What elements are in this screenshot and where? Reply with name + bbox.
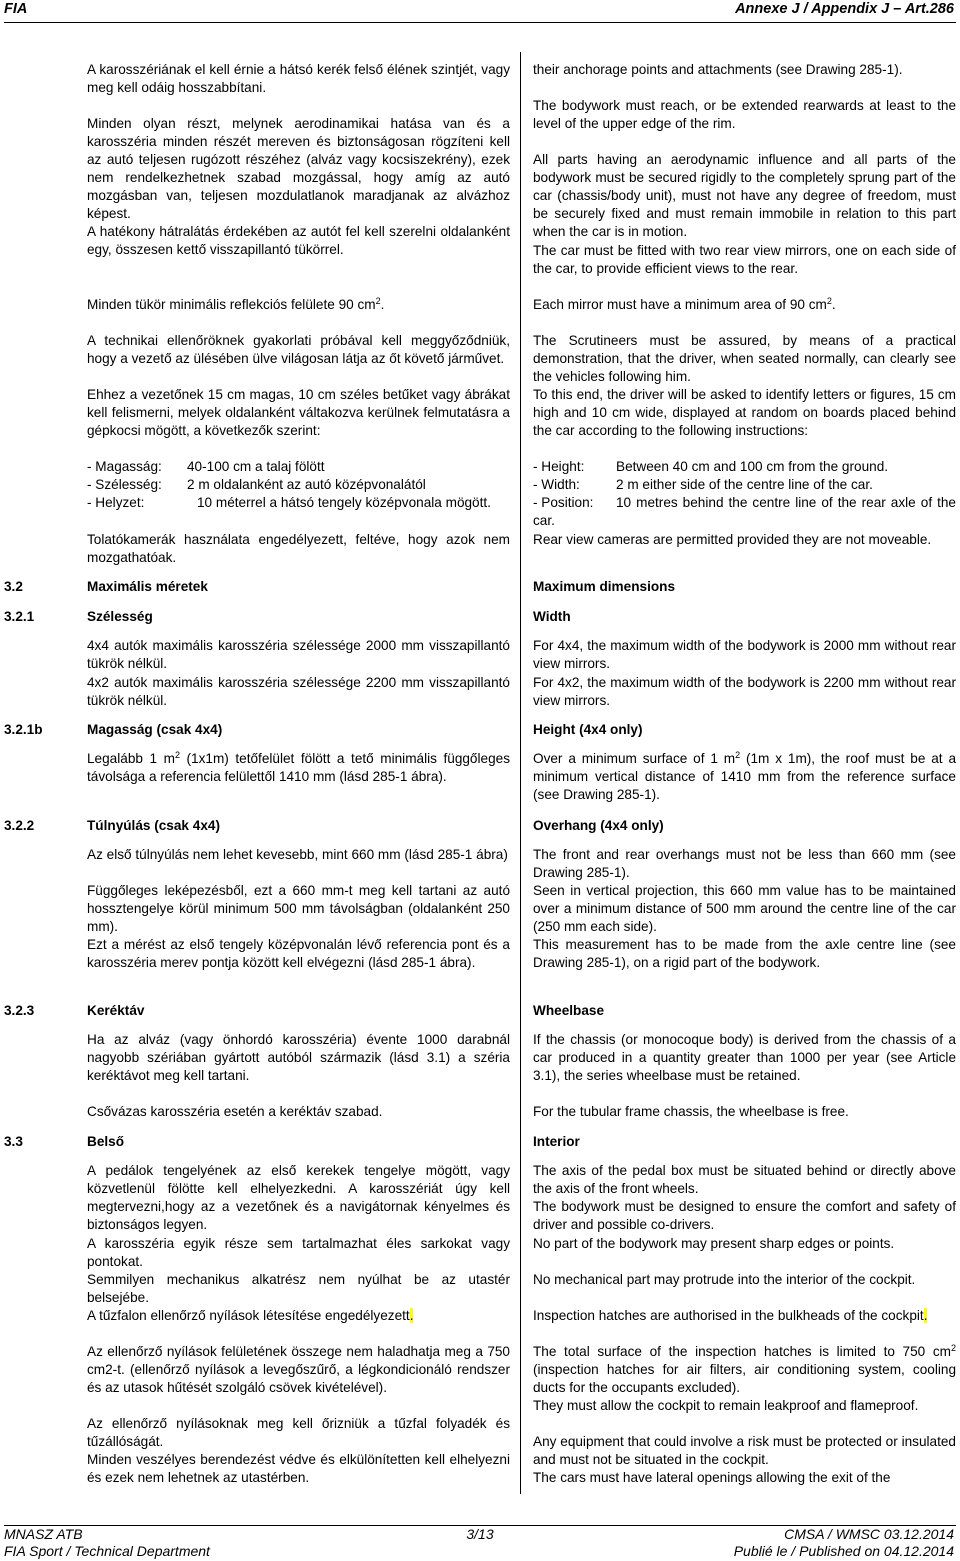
hu-paragraph: A pedálok tengelyének az első kerekek tengelye mögött, vagy közvetlenül fölötte kell elhelyezkedni. A karosszériát úgy kell megtervezni,hogy az a vezetőnek és a navigátornak kényelmes és biztonságos legyen. [87, 1163, 510, 1233]
hu-paragraph: 4x4 autók maximális karosszéria szélessége 2000 mm visszapillantó tükrök nélkül. [87, 638, 510, 672]
en-heading-3-2-1b: Height (4x4 only) [533, 722, 643, 737]
en-mirror-area [533, 296, 956, 314]
en-paragraph: For the tubular frame chassis, the wheelbase is free. [533, 1104, 849, 1119]
hu-paragraph: A hatékony hátralátás érdekében az autót fel kell szerelni oldalanként egy, összesen kettő visszapillantó tükörrel. [87, 224, 510, 258]
hu-paragraph: A karosszéria egyik része sem tartalmazhat éles sarkokat vagy pontokat. [87, 1236, 510, 1270]
hu-heading-3-2-1: Szélesség [87, 609, 153, 624]
hu-heading-3-2: Maximális méretek [87, 579, 208, 594]
footer-right-line1: CMSA / WMSC 03.12.2014 [784, 1526, 954, 1542]
hu-paragraph: Minden olyan részt, melynek aerodinamikai hatása van és a karosszéria minden részét mereven és biztonságosan rögzíteni kell az autó teljesen rugózott részéhez (alváz vagy kocsiszekrény), ezek nem rendelkezhetnek szabad mozgással, hogy amíg az autó mozgásban van, teljesen mozdulatlanok maradjanak az alvázhoz képest. [87, 116, 510, 222]
hu-height-sup: 2 [174, 750, 180, 760]
en-heading-3-3: Interior [533, 1134, 580, 1149]
en-height-paragraph [533, 750, 956, 804]
hu-inspection-text: A tűzfalon ellenőrző nyílások létesítése engedélyezett [87, 1308, 410, 1323]
section-number-3-2-2: 3.2.2 [4, 818, 35, 833]
hu-paragraph: 4x2 autók maximális karosszéria szélessége 2200 mm visszapillantó tükrök nélkül. [87, 675, 510, 709]
en-paragraph: If the chassis (or monocoque body) is derived from the chassis of a car produced in a quantity greater than 1000 per year (see Article 3.1), the series wheelbase must be retained. [533, 1032, 956, 1084]
en-inspection-text: Inspection hatches are authorised in the bulkheads of the cockpit [533, 1308, 924, 1323]
en-mirror-area-end: . [831, 297, 836, 312]
en-list-value: 10 metres behind the centre line of the rear axle of the car. [533, 495, 956, 529]
en-hatch-area-text: The total surface of the inspection hatches is limited to 750 cm [533, 1344, 951, 1359]
en-list-item [533, 494, 956, 530]
hu-heading-3-2-3: Keréktáv [87, 1003, 145, 1018]
footer-right [734, 1526, 954, 1560]
en-paragraph: For 4x2, the maximum width of the bodywork is 2200 mm without rear view mirrors. [533, 675, 956, 709]
highlight-mark: . [923, 1308, 928, 1323]
hu-paragraph: Csővázas karosszéria esetén a keréktáv szabad. [87, 1104, 383, 1119]
hu-mirror-area-sup: 2 [375, 296, 381, 306]
en-list-item [533, 458, 956, 476]
en-paragraph: The bodywork must reach, or be extended rearwards at least to the level of the upper edge of the rim. [533, 98, 956, 132]
en-list-value: Between 40 cm and 100 cm from the ground. [616, 459, 889, 474]
hu-inspection-paragraph [87, 1307, 510, 1325]
en-list [533, 458, 956, 530]
hu-list-value: 40-100 cm a talaj fölött [187, 459, 325, 474]
section-number-3-2-3: 3.2.3 [4, 1003, 35, 1018]
en-list-item [533, 476, 956, 494]
en-list-key: - Height: [533, 459, 585, 474]
en-paragraph: This measurement has to be made from the axle centre line (see Drawing 285-1), on a rigid part of the bodywork. [533, 937, 956, 971]
highlight-mark: . [409, 1308, 414, 1323]
en-hatch-area-sup: 2 [950, 1343, 956, 1353]
en-mirror-area-sup: 2 [826, 296, 832, 306]
hu-paragraph: Ehhez a vezetőnek 15 cm magas, 10 cm széles betűket vagy ábrákat kell felismerni, melyek oldalanként váltakozva kerülnek felmutatásra a gépkocsi mögött, a következők szerint: [87, 387, 510, 439]
hu-mirror-area-text: Minden tükör minimális reflekciós felülete 90 cm [87, 297, 376, 312]
en-paragraph: The bodywork must be designed to ensure the comfort and safety of driver and possible co-drivers. [533, 1199, 956, 1233]
hu-list-value: 10 méterrel a hátsó tengely középvonala mögött. [197, 495, 491, 511]
en-list-value: 2 m either side of the centre line of the car. [616, 477, 873, 493]
hu-list-key: - Szélesség: [87, 477, 162, 493]
hu-heading-3-3: Belső [87, 1134, 125, 1149]
footer-page-number: 3/13 [466, 1526, 494, 1542]
header-left: FIA [4, 1, 28, 17]
hu-list-key: - Magasság: [87, 459, 162, 474]
en-list-key: - Width: [533, 477, 580, 493]
section-number-3-2-1: 3.2.1 [4, 609, 35, 624]
hu-paragraph: Az ellenőrző nyílások felületének összege nem haladhatja meg a 750 cm2-t. (ellenőrző nyílások a levegőszűrő, a légkondicionáló rendszer és az utasok hűtését szolgáló csövek kivételével). [87, 1344, 510, 1396]
en-paragraph: They must allow the cockpit to remain leakproof and flameproof. [533, 1398, 919, 1413]
hu-paragraph: Az ellenőrző nyílásoknak meg kell őrizniük a tűzfal folyadék és tűzállóságát. [87, 1416, 510, 1450]
footer-right-line2: Publié le / Published on 04.12.2014 [733, 1543, 954, 1559]
en-heading-3-2-1: Width [533, 609, 571, 624]
en-paragraph: The car must be fitted with two rear view mirrors, one on each side of the car, to provide efficient views to the rear. [533, 243, 956, 277]
hu-paragraph: Minden veszélyes berendezést védve és elkülönítetten kell elhelyezni és ezek nem lehetnek az utastérben. [87, 1452, 510, 1486]
hu-height-text: Legalább 1 m [87, 751, 175, 766]
en-paragraph: The cars must have lateral openings allowing the exit of the [533, 1470, 891, 1485]
section-number-3-3: 3.3 [4, 1134, 23, 1149]
hu-list-item [87, 476, 510, 494]
hu-paragraph: Ezt a mérést az első tengely középvonalán lévő referencia pont és a karosszéria merev pontja között kell elvégezni (lásd 285-1 ábra). [87, 937, 510, 971]
en-heading-3-2-3: Wheelbase [533, 1003, 605, 1018]
section-number-3-2: 3.2 [4, 579, 23, 594]
en-paragraph: Rear view cameras are permitted provided they are not moveable. [533, 532, 932, 547]
en-heading-3-2: Maximum dimensions [533, 579, 676, 594]
en-height-text: Over a minimum surface of 1 m [533, 751, 736, 766]
en-inspection-paragraph [533, 1307, 956, 1325]
page-header [0, 0, 960, 22]
en-paragraph: No mechanical part may protrude into the interior of the cockpit. [533, 1272, 916, 1287]
hu-heading-3-2-1b: Magasság (csak 4x4) [87, 722, 223, 737]
hu-heading-3-2-2: Túlnyúlás (csak 4x4) [87, 818, 220, 833]
hu-paragraph: Tolatókamerák használata engedélyezett, feltéve, hogy azok nem mozgathatóak. [87, 532, 510, 566]
en-paragraph: their anchorage points and attachments (see Drawing 285-1). [533, 62, 903, 77]
header-right: Annexe J / Appendix J – Art.286 [735, 1, 954, 17]
en-paragraph: To this end, the driver will be asked to identify letters or figures, 15 cm high and 10 cm wide, displayed at random on boards placed behind the car according to the following instructions: [533, 387, 956, 439]
en-paragraph: No part of the bodywork may present sharp edges or points. [533, 1236, 895, 1251]
hu-list [87, 458, 510, 512]
hu-paragraph: A karosszériának el kell érnie a hátsó kerék felső élének szintjét, vagy meg kell odáig hosszabbítani. [87, 62, 510, 96]
en-hatch-area-text-rest: (inspection hatches for air filters, air conditioning system, cooling ducts for the occupants excluded). [533, 1362, 956, 1396]
hu-list-item [87, 458, 510, 476]
hu-paragraph: Függőleges leképezésből, ezt a 660 mm-t meg kell tartani az autó hossztengelye körül minimum 500 mm távolságban (oldalanként 250 mm). [87, 883, 510, 935]
en-mirror-area-text: Each mirror must have a minimum area of 90 cm [533, 297, 827, 312]
en-heading-3-2-2: Overhang (4x4 only) [533, 818, 664, 833]
hu-paragraph: A technikai ellenőröknek gyakorlati próbával kell meggyőződniük, hogy a vezető az ülésében ülve világosan látja az őt követő járművet. [87, 333, 510, 367]
footer-left-line1: MNASZ ATB [4, 1526, 83, 1542]
column-divider [520, 52, 521, 1494]
en-paragraph: All parts having an aerodynamic influence and all parts of the bodywork must be secured rigidly to the completely sprung part of the car (chassis/body unit), must not have any degree of freedom, must be securely fixed and must remain immobile in relation to this part when the car is in motion. [533, 152, 956, 240]
en-hatch-area-paragraph [533, 1343, 956, 1397]
hu-mirror-area-end: . [380, 297, 385, 312]
en-paragraph: The front and rear overhangs must not be less than 660 mm (see Drawing 285-1). [533, 847, 956, 881]
hu-height-text-rest: (1x1m) tetőfelület fölött a tető minimális függőleges távolsága a referencia felülettől 1410 mm (lásd 285-1 ábra). [87, 751, 510, 785]
en-paragraph: Any equipment that could involve a risk must be protected or insulated and must not be situated in the cockpit. [533, 1434, 956, 1468]
header-rule [4, 22, 956, 23]
hu-list-item [87, 494, 510, 512]
hu-mirror-area [87, 296, 510, 314]
en-list-key: - Position: [533, 495, 594, 511]
en-height-text-rest: (1m x 1m), the roof must be at a minimum vertical distance of 1410 mm from the reference surface (see Drawing 285-1). [533, 751, 957, 803]
hu-height-paragraph [87, 750, 510, 786]
footer-left-line2: FIA Sport / Technical Department [4, 1543, 210, 1559]
en-paragraph: The axis of the pedal box must be situated behind or directly above the axis of the front wheels. [533, 1163, 956, 1197]
hu-paragraph: Ha az alváz (vagy önhordó karosszéria) évente 1000 darabnál nagyobb szériában gyártott autóból származik (lásd 3.1) a széria keréktávot meg kell tartani. [87, 1032, 510, 1084]
section-number-3-2-1b: 3.2.1b [4, 722, 43, 737]
hu-list-key: - Helyzet: [87, 495, 145, 511]
en-paragraph: For 4x4, the maximum width of the bodywork is 2000 mm without rear view mirrors. [533, 638, 956, 672]
hu-paragraph: Az első túlnyúlás nem lehet kevesebb, mint 660 mm (lásd 285-1 ábra) [87, 847, 508, 862]
hu-list-value: 2 m oldalanként az autó középvonalától [187, 477, 426, 493]
en-paragraph: Seen in vertical projection, this 660 mm value has to be maintained over a minimum distance of 500 mm around the centre line of the car (250 mm each side). [533, 883, 956, 935]
en-paragraph: The Scrutineers must be assured, by means of a practical demonstration, that the driver, when seated normally, can clearly see the vehicles following him. [533, 333, 956, 385]
hu-paragraph: Semmilyen mechanikus alkatrész nem nyúlhat be az utastér belsejébe. [87, 1272, 510, 1306]
en-height-sup: 2 [735, 750, 741, 760]
